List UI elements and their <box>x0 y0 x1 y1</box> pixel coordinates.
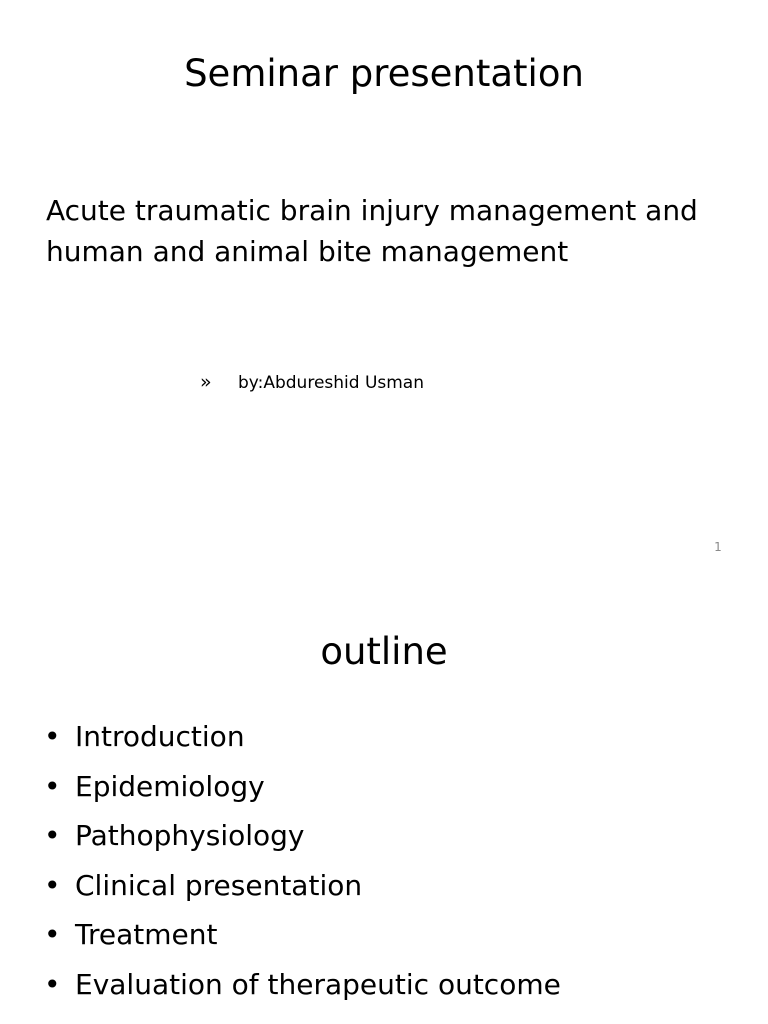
list-item <box>44 811 561 861</box>
bullet-icon: • <box>44 769 61 803</box>
bullet-icon: • <box>44 819 61 853</box>
slide-title: Seminar presentation <box>184 52 584 95</box>
list-item <box>44 960 561 1010</box>
list-item-label: Evaluation of therapeutic outcome <box>75 967 561 1001</box>
double-chevron-icon: » <box>200 371 212 393</box>
bullet-icon: • <box>44 967 61 1001</box>
author-name: by:Abdureshid Usman <box>238 373 425 393</box>
list-item-label: Introduction <box>75 720 245 753</box>
list-item <box>44 762 561 812</box>
list-item-label: Treatment <box>75 918 218 952</box>
list-item-label: Pathophysiology <box>75 819 305 853</box>
page-number: 1 <box>714 540 722 554</box>
author-line <box>200 368 424 397</box>
subtitle-line: human and animal bite management <box>46 235 569 268</box>
bullet-icon: • <box>44 918 61 952</box>
bullet-icon: • <box>44 720 61 753</box>
slide-2 <box>0 576 768 1024</box>
list-item <box>44 712 561 762</box>
outline-list <box>44 712 561 1010</box>
list-item <box>44 861 561 911</box>
list-item-label: Clinical presentation <box>75 868 363 902</box>
list-item <box>44 910 561 960</box>
bullet-icon: • <box>44 868 61 902</box>
list-item-label: Epidemiology <box>75 769 265 803</box>
slide-subtitle <box>46 190 736 272</box>
slide-title: outline <box>320 630 448 673</box>
subtitle-line: Acute traumatic brain injury management and <box>46 194 698 227</box>
